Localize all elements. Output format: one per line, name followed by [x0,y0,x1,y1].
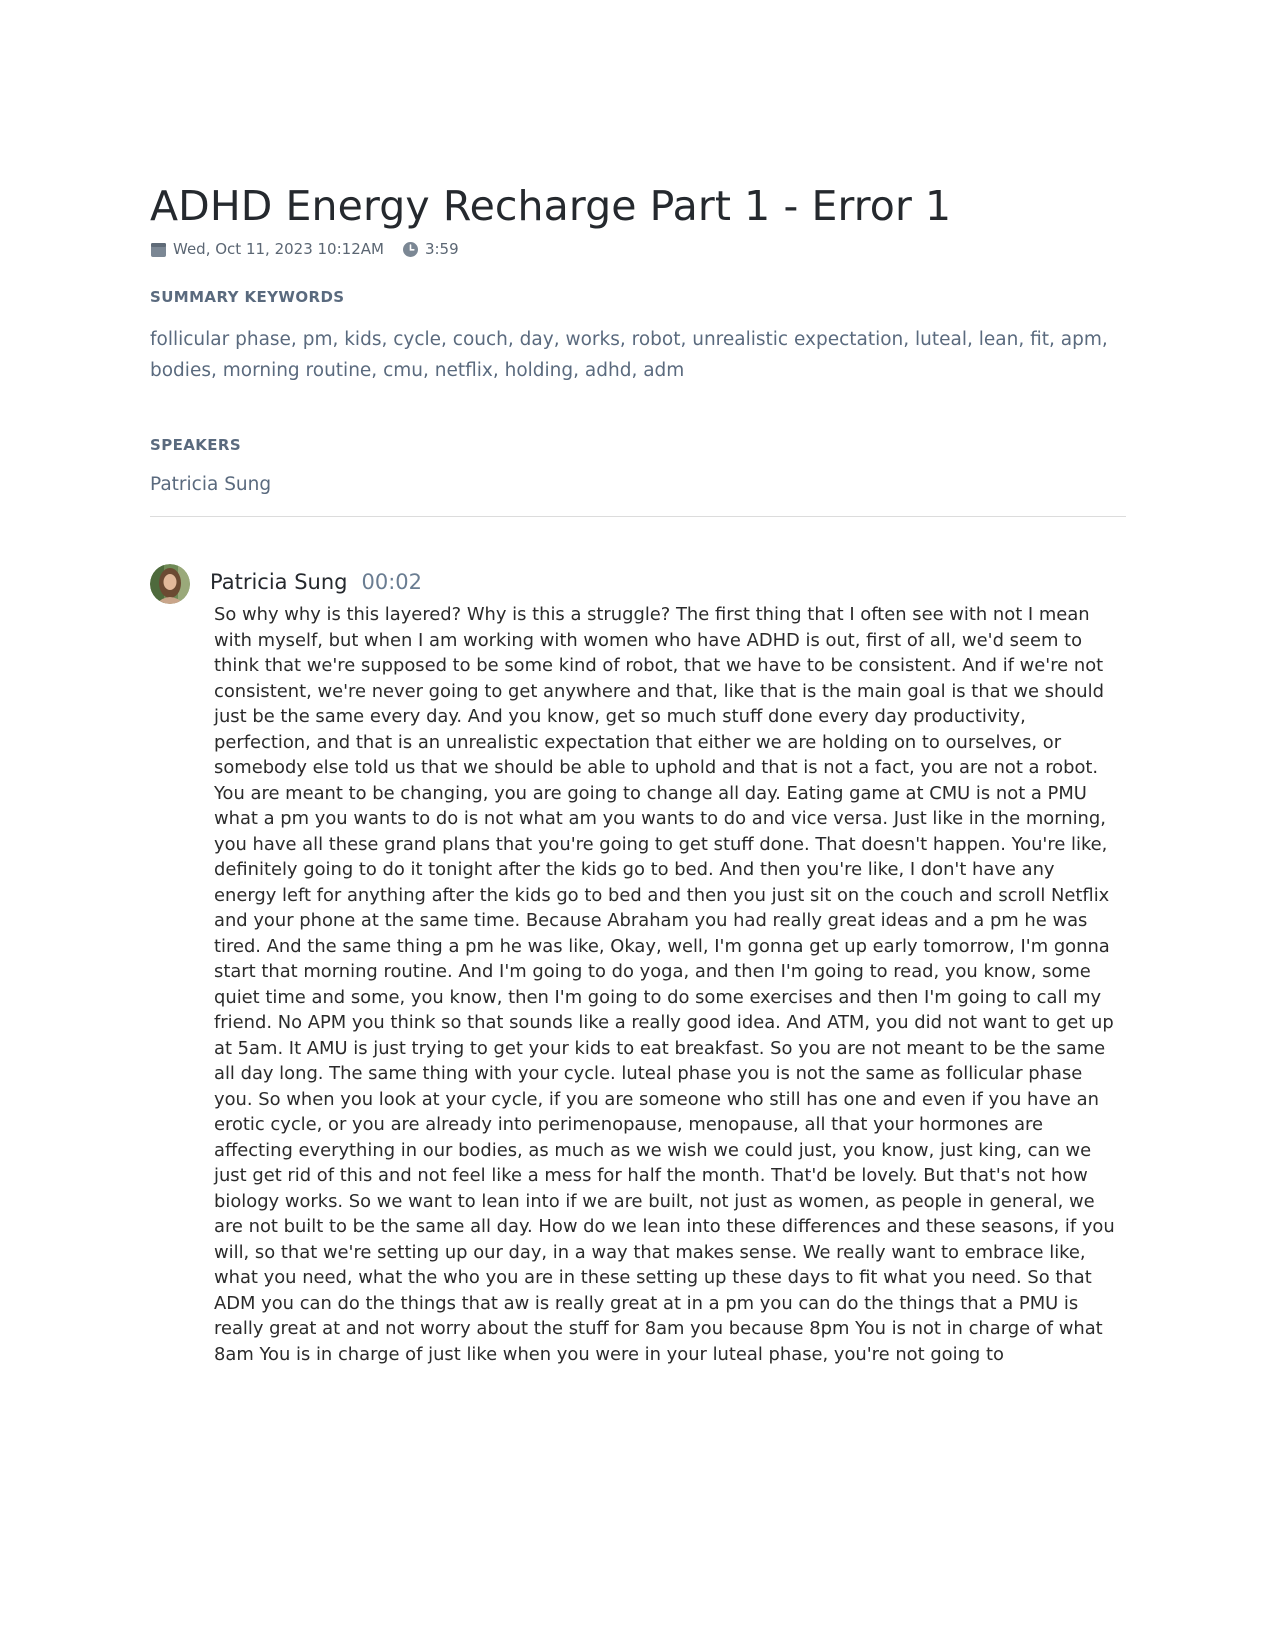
duration-text: 3:59 [424,240,459,258]
clock-icon [402,241,419,258]
speaker-list-item: Patricia Sung [150,474,272,495]
summary-keywords-label: SUMMARY KEYWORDS [150,288,345,306]
entry-timestamp: 00:02 [361,570,423,594]
speakers-label: SPEAKERS [150,436,242,454]
transcript-document [150,180,1126,1367]
transcript-text: So why why is this layered? Why is this a struggle? The first thing that I often see with not I mean with myself, but when I am working with women who have ADHD is out, first of all, we'd seem to think that we're supposed to be some kind of robot, that we have to be consistent. And if we're not consistent, we're never going to get anywhere and that, like that is the main goal is that we should just be the same every day. And you know, get so much stuff done every day productivity, perfection, and that is an unrealistic expectation that either we are holding on to ourselves, or somebody else told us that we should be able to uphold and that is not a fact, you are not a robot. You are meant to be changing, you are going to change all day. Eating game at CMU is not a PMU what a pm you wants to do is not what am you wants to do and vice versa. Just like in the morning, you have all these grand plans that you're going to get stuff done. That doesn't happen. You're like, definitely going to do it tonight after the kids go to bed. And then you're like, I don't have any energy left for anything after the kids go to bed and then you just sit on the couch and scroll Netflix and your phone at the same time. Because Abraham you had really great ideas and a pm he was tired. And the same thing a pm he was like, Okay, well, I'm gonna get up early tomorrow, I'm gonna start that morning routine. And I'm going to do yoga, and then I'm going to read, you know, some quiet time and some, you know, then I'm going to do some exercises and then I'm going to call my friend. No APM you think so that sounds like a really good idea. And ATM, you did not want to get up at 5am. It AMU is just trying to get your kids to eat breakfast. So you are not meant to be the same all day long. The same thing with your cycle. luteal phase you is not the same as follicular phase you. So when you look at your cycle, if you are someone who still has one and even if you have an erotic cycle, or you are already into perimenopause, menopause, all that your hormones are affecting everything in our bodies, as much as we wish we could just, you know, just king, can we just get rid of this and not feel like a mess for half the month. That'd be lovely. But that's not how biology works. So we want to lean into if we are built, not just as women, as people in general, we are not built to be the same all day. How do we lean into these differences and these seasons, if you will, so that we're setting up our day, in a way that makes sense. We really want to embrace like, what you need, what the who you are in these setting up these days to fit what you need. So that ADM you can do the things that aw is really great at in a pm you can do the things that a PMU is really great at and not worry about the stuff for 8am you because 8pm You is not in charge of what 8am You is in charge of just like when you were in your luteal phase, you're not going to [214,604,1115,1365]
entry-speaker-name: Patricia Sung [210,570,348,594]
section-divider [150,516,1126,517]
transcript-entry [150,564,1126,1367]
document-meta [150,238,1126,260]
entry-header [210,564,1126,604]
duration-meta [402,240,459,258]
avatar [150,564,190,604]
date-meta [150,240,384,258]
summary-keywords: follicular phase, pm, kids, cycle, couch, day, works, robot, unrealistic expectation, luteal, lean, fit, apm, bodies, morning routine, cmu, netflix, holding, adhd, adm [150,329,1108,381]
calendar-icon [150,241,167,258]
date-text: Wed, Oct 11, 2023 10:12AM [173,240,384,258]
document-title: ADHD Energy Recharge Part 1 - Error 1 [150,182,952,230]
